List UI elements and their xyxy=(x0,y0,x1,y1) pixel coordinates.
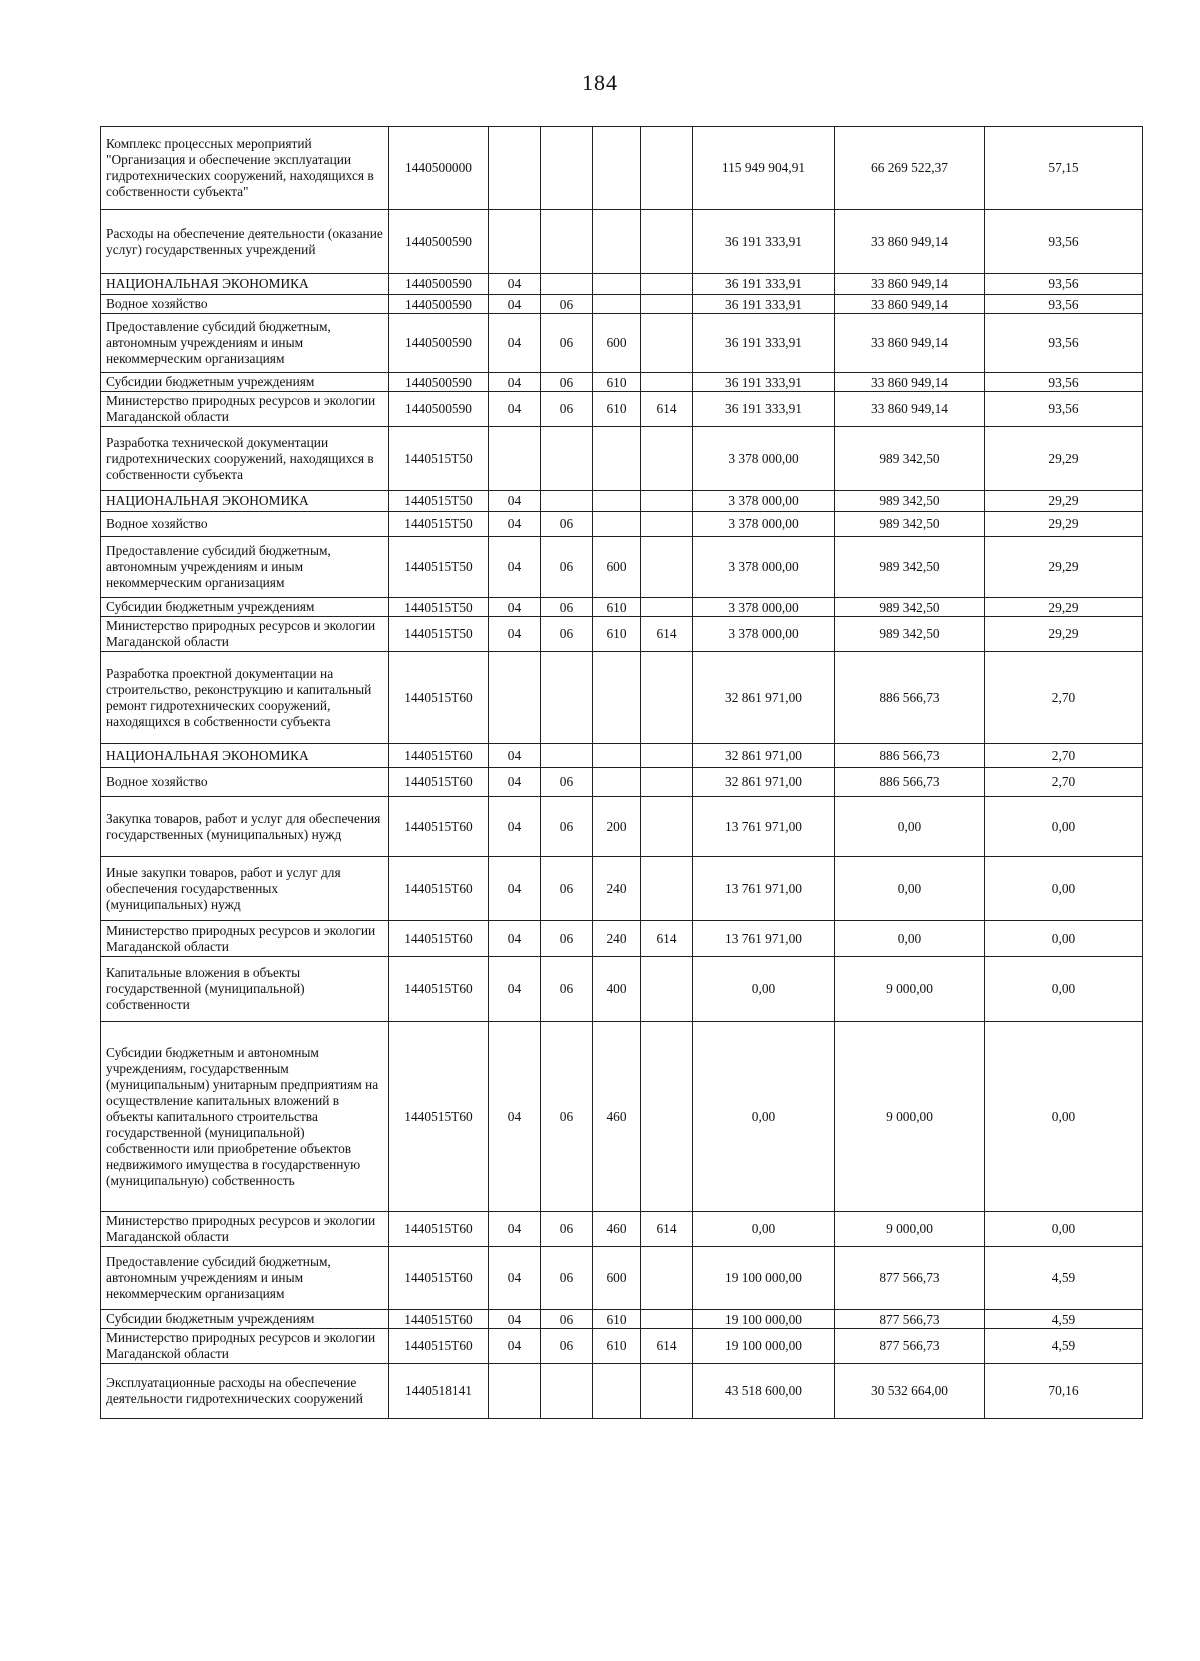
cell-planned-amount: 43 518 600,00 xyxy=(693,1364,835,1419)
cell-actual-amount: 33 860 949,14 xyxy=(835,274,985,295)
cell-subsection xyxy=(541,210,593,274)
cell-actual-amount: 989 342,50 xyxy=(835,512,985,537)
cell-name: Водное хозяйство xyxy=(101,295,389,314)
cell-percent: 0,00 xyxy=(985,1212,1143,1247)
cell-name: Предоставление субсидий бюджетным, автономным учреждениям и иным некоммерческим организациям xyxy=(101,1247,389,1310)
cell-administrator xyxy=(641,1022,693,1212)
cell-subsection: 06 xyxy=(541,314,593,373)
cell-expense-type: 460 xyxy=(593,1022,641,1212)
cell-section: 04 xyxy=(489,617,541,652)
table-row xyxy=(101,210,1143,274)
cell-target-code: 1440515Т50 xyxy=(389,537,489,598)
cell-actual-amount: 877 566,73 xyxy=(835,1329,985,1364)
cell-target-code: 1440515Т60 xyxy=(389,1022,489,1212)
cell-name: Субсидии бюджетным и автономным учреждениям, государственным (муниципальным) унитарным предприятиям на осуществление капитальных вложений в объекты капитального строительства государственной (муниципальной) собственности или приобретение объектов недвижимого имущества в государственную (муниципальную) собственность xyxy=(101,1022,389,1212)
cell-target-code: 1440518141 xyxy=(389,1364,489,1419)
cell-administrator xyxy=(641,957,693,1022)
cell-section: 04 xyxy=(489,1247,541,1310)
cell-actual-amount: 886 566,73 xyxy=(835,768,985,797)
cell-expense-type: 400 xyxy=(593,957,641,1022)
cell-name: Субсидии бюджетным учреждениям xyxy=(101,373,389,392)
cell-section: 04 xyxy=(489,512,541,537)
cell-actual-amount: 33 860 949,14 xyxy=(835,314,985,373)
cell-administrator xyxy=(641,1310,693,1329)
table-row xyxy=(101,957,1143,1022)
cell-target-code: 1440515Т60 xyxy=(389,744,489,768)
cell-target-code: 1440515Т50 xyxy=(389,427,489,491)
cell-subsection: 06 xyxy=(541,1310,593,1329)
cell-planned-amount: 36 191 333,91 xyxy=(693,295,835,314)
table-body xyxy=(101,127,1143,1419)
cell-percent: 2,70 xyxy=(985,744,1143,768)
cell-actual-amount: 886 566,73 xyxy=(835,652,985,744)
cell-planned-amount: 3 378 000,00 xyxy=(693,617,835,652)
cell-actual-amount: 33 860 949,14 xyxy=(835,392,985,427)
cell-name: Капитальные вложения в объекты государственной (муниципальной) собственности xyxy=(101,957,389,1022)
cell-expense-type: 610 xyxy=(593,598,641,617)
cell-administrator xyxy=(641,427,693,491)
cell-name: Разработка проектной документации на строительство, реконструкцию и капитальный ремонт гидротехнических сооружений, находящихся в собственности субъекта xyxy=(101,652,389,744)
cell-target-code: 1440500590 xyxy=(389,314,489,373)
cell-percent: 93,56 xyxy=(985,295,1143,314)
cell-subsection xyxy=(541,274,593,295)
cell-name: Водное хозяйство xyxy=(101,768,389,797)
cell-section: 04 xyxy=(489,274,541,295)
cell-section: 04 xyxy=(489,1212,541,1247)
cell-section xyxy=(489,1364,541,1419)
cell-actual-amount: 30 532 664,00 xyxy=(835,1364,985,1419)
cell-name: Закупка товаров, работ и услуг для обеспечения государственных (муниципальных) нужд xyxy=(101,797,389,857)
cell-percent: 29,29 xyxy=(985,617,1143,652)
cell-administrator: 614 xyxy=(641,921,693,957)
cell-planned-amount: 0,00 xyxy=(693,1212,835,1247)
cell-planned-amount: 32 861 971,00 xyxy=(693,744,835,768)
cell-actual-amount: 877 566,73 xyxy=(835,1247,985,1310)
table-row xyxy=(101,652,1143,744)
cell-target-code: 1440515Т60 xyxy=(389,1247,489,1310)
cell-name: Предоставление субсидий бюджетным, автономным учреждениям и иным некоммерческим организациям xyxy=(101,537,389,598)
cell-planned-amount: 36 191 333,91 xyxy=(693,210,835,274)
cell-percent: 93,56 xyxy=(985,314,1143,373)
cell-actual-amount: 9 000,00 xyxy=(835,1212,985,1247)
cell-subsection: 06 xyxy=(541,295,593,314)
cell-name: НАЦИОНАЛЬНАЯ ЭКОНОМИКА xyxy=(101,274,389,295)
cell-actual-amount: 989 342,50 xyxy=(835,427,985,491)
cell-actual-amount: 989 342,50 xyxy=(835,598,985,617)
cell-administrator xyxy=(641,652,693,744)
cell-section: 04 xyxy=(489,857,541,921)
cell-subsection: 06 xyxy=(541,768,593,797)
cell-administrator xyxy=(641,127,693,210)
table-row xyxy=(101,1329,1143,1364)
cell-percent: 29,29 xyxy=(985,598,1143,617)
cell-expense-type xyxy=(593,744,641,768)
table-row xyxy=(101,512,1143,537)
cell-name: Эксплуатационные расходы на обеспечение деятельности гидротехнических сооружений xyxy=(101,1364,389,1419)
cell-target-code: 1440515Т50 xyxy=(389,512,489,537)
cell-percent: 0,00 xyxy=(985,921,1143,957)
cell-section: 04 xyxy=(489,373,541,392)
table-row xyxy=(101,1364,1143,1419)
cell-expense-type: 610 xyxy=(593,617,641,652)
table-row xyxy=(101,274,1143,295)
cell-percent: 29,29 xyxy=(985,512,1143,537)
cell-expense-type: 600 xyxy=(593,537,641,598)
cell-section xyxy=(489,210,541,274)
table-row xyxy=(101,537,1143,598)
cell-planned-amount: 0,00 xyxy=(693,1022,835,1212)
cell-target-code: 1440515Т60 xyxy=(389,768,489,797)
cell-expense-type: 610 xyxy=(593,1329,641,1364)
cell-subsection xyxy=(541,127,593,210)
cell-target-code: 1440515Т50 xyxy=(389,617,489,652)
table-row xyxy=(101,392,1143,427)
cell-expense-type: 610 xyxy=(593,1310,641,1329)
cell-planned-amount: 13 761 971,00 xyxy=(693,857,835,921)
cell-section: 04 xyxy=(489,1329,541,1364)
cell-planned-amount: 3 378 000,00 xyxy=(693,598,835,617)
cell-subsection: 06 xyxy=(541,1212,593,1247)
cell-target-code: 1440515Т60 xyxy=(389,957,489,1022)
cell-actual-amount: 0,00 xyxy=(835,797,985,857)
cell-subsection xyxy=(541,427,593,491)
cell-target-code: 1440515Т60 xyxy=(389,921,489,957)
cell-name: Субсидии бюджетным учреждениям xyxy=(101,598,389,617)
cell-percent: 4,59 xyxy=(985,1310,1143,1329)
cell-section: 04 xyxy=(489,491,541,512)
cell-target-code: 1440515Т60 xyxy=(389,857,489,921)
cell-subsection xyxy=(541,652,593,744)
cell-actual-amount: 9 000,00 xyxy=(835,957,985,1022)
cell-target-code: 1440500590 xyxy=(389,295,489,314)
cell-expense-type xyxy=(593,427,641,491)
cell-percent: 4,59 xyxy=(985,1247,1143,1310)
cell-percent: 93,56 xyxy=(985,210,1143,274)
table-row xyxy=(101,314,1143,373)
cell-actual-amount: 989 342,50 xyxy=(835,537,985,598)
cell-section: 04 xyxy=(489,957,541,1022)
cell-section: 04 xyxy=(489,1022,541,1212)
cell-percent: 70,16 xyxy=(985,1364,1143,1419)
cell-administrator xyxy=(641,314,693,373)
cell-expense-type xyxy=(593,274,641,295)
cell-planned-amount: 3 378 000,00 xyxy=(693,512,835,537)
cell-target-code: 1440500590 xyxy=(389,210,489,274)
cell-expense-type: 610 xyxy=(593,373,641,392)
cell-subsection: 06 xyxy=(541,857,593,921)
cell-planned-amount: 0,00 xyxy=(693,957,835,1022)
cell-subsection: 06 xyxy=(541,957,593,1022)
cell-name: Разработка технической документации гидротехнических сооружений, находящихся в собственности субъекта xyxy=(101,427,389,491)
cell-section: 04 xyxy=(489,314,541,373)
cell-actual-amount: 33 860 949,14 xyxy=(835,210,985,274)
cell-subsection: 06 xyxy=(541,797,593,857)
cell-target-code: 1440515Т50 xyxy=(389,598,489,617)
cell-actual-amount: 66 269 522,37 xyxy=(835,127,985,210)
cell-section: 04 xyxy=(489,744,541,768)
cell-planned-amount: 3 378 000,00 xyxy=(693,537,835,598)
cell-expense-type xyxy=(593,210,641,274)
cell-subsection: 06 xyxy=(541,1247,593,1310)
table-row xyxy=(101,857,1143,921)
cell-subsection: 06 xyxy=(541,598,593,617)
table-row xyxy=(101,797,1143,857)
cell-name: Расходы на обеспечение деятельности (оказание услуг) государственных учреждений xyxy=(101,210,389,274)
table-row xyxy=(101,744,1143,768)
cell-administrator xyxy=(641,274,693,295)
cell-actual-amount: 0,00 xyxy=(835,921,985,957)
cell-actual-amount: 877 566,73 xyxy=(835,1310,985,1329)
cell-administrator xyxy=(641,857,693,921)
page-number: 184 xyxy=(582,70,618,95)
cell-name: Субсидии бюджетным учреждениям xyxy=(101,1310,389,1329)
cell-planned-amount: 36 191 333,91 xyxy=(693,373,835,392)
cell-percent: 29,29 xyxy=(985,491,1143,512)
cell-section xyxy=(489,652,541,744)
cell-administrator: 614 xyxy=(641,392,693,427)
cell-section xyxy=(489,127,541,210)
table-row xyxy=(101,598,1143,617)
cell-administrator: 614 xyxy=(641,617,693,652)
cell-name: НАЦИОНАЛЬНАЯ ЭКОНОМИКА xyxy=(101,744,389,768)
cell-section: 04 xyxy=(489,598,541,617)
cell-name: Министерство природных ресурсов и экологии Магаданской области xyxy=(101,1212,389,1247)
cell-section: 04 xyxy=(489,392,541,427)
cell-administrator xyxy=(641,210,693,274)
cell-percent: 29,29 xyxy=(985,427,1143,491)
cell-subsection: 06 xyxy=(541,512,593,537)
cell-expense-type xyxy=(593,652,641,744)
cell-target-code: 1440515Т60 xyxy=(389,652,489,744)
table-row xyxy=(101,1310,1143,1329)
cell-actual-amount: 0,00 xyxy=(835,857,985,921)
cell-expense-type: 610 xyxy=(593,392,641,427)
cell-planned-amount: 13 761 971,00 xyxy=(693,797,835,857)
cell-section: 04 xyxy=(489,797,541,857)
cell-target-code: 1440500590 xyxy=(389,274,489,295)
cell-expense-type: 600 xyxy=(593,314,641,373)
cell-expense-type xyxy=(593,295,641,314)
cell-percent: 0,00 xyxy=(985,957,1143,1022)
cell-administrator xyxy=(641,744,693,768)
cell-actual-amount: 9 000,00 xyxy=(835,1022,985,1212)
cell-planned-amount: 36 191 333,91 xyxy=(693,274,835,295)
cell-actual-amount: 989 342,50 xyxy=(835,491,985,512)
cell-percent: 93,56 xyxy=(985,392,1143,427)
cell-actual-amount: 33 860 949,14 xyxy=(835,295,985,314)
table-row xyxy=(101,127,1143,210)
cell-target-code: 1440500590 xyxy=(389,373,489,392)
cell-planned-amount: 32 861 971,00 xyxy=(693,652,835,744)
cell-administrator xyxy=(641,768,693,797)
table-row xyxy=(101,1022,1143,1212)
cell-percent: 0,00 xyxy=(985,857,1143,921)
cell-subsection: 06 xyxy=(541,617,593,652)
table-row xyxy=(101,768,1143,797)
cell-administrator xyxy=(641,1364,693,1419)
cell-administrator: 614 xyxy=(641,1212,693,1247)
cell-target-code: 1440515Т50 xyxy=(389,491,489,512)
cell-name: Министерство природных ресурсов и экологии Магаданской области xyxy=(101,392,389,427)
cell-expense-type: 240 xyxy=(593,857,641,921)
table-row xyxy=(101,491,1143,512)
cell-section: 04 xyxy=(489,921,541,957)
cell-planned-amount: 19 100 000,00 xyxy=(693,1310,835,1329)
cell-expense-type xyxy=(593,768,641,797)
cell-name: НАЦИОНАЛЬНАЯ ЭКОНОМИКА xyxy=(101,491,389,512)
cell-planned-amount: 36 191 333,91 xyxy=(693,314,835,373)
cell-name: Иные закупки товаров, работ и услуг для обеспечения государственных (муниципальных) нужд xyxy=(101,857,389,921)
table-row xyxy=(101,295,1143,314)
cell-planned-amount: 115 949 904,91 xyxy=(693,127,835,210)
cell-percent: 0,00 xyxy=(985,797,1143,857)
cell-expense-type xyxy=(593,1364,641,1419)
cell-section: 04 xyxy=(489,537,541,598)
cell-percent: 93,56 xyxy=(985,373,1143,392)
cell-percent: 29,29 xyxy=(985,537,1143,598)
cell-expense-type: 600 xyxy=(593,1247,641,1310)
table-row xyxy=(101,427,1143,491)
cell-target-code: 1440515Т60 xyxy=(389,797,489,857)
cell-section: 04 xyxy=(489,295,541,314)
cell-expense-type: 200 xyxy=(593,797,641,857)
budget-table xyxy=(100,126,1143,1419)
cell-name: Предоставление субсидий бюджетным, автономным учреждениям и иным некоммерческим организациям xyxy=(101,314,389,373)
cell-target-code: 1440500000 xyxy=(389,127,489,210)
cell-administrator xyxy=(641,598,693,617)
cell-percent: 2,70 xyxy=(985,652,1143,744)
cell-percent: 4,59 xyxy=(985,1329,1143,1364)
cell-administrator xyxy=(641,491,693,512)
cell-subsection: 06 xyxy=(541,537,593,598)
cell-expense-type: 460 xyxy=(593,1212,641,1247)
cell-subsection: 06 xyxy=(541,1022,593,1212)
cell-target-code: 1440500590 xyxy=(389,392,489,427)
cell-target-code: 1440515Т60 xyxy=(389,1329,489,1364)
table-row xyxy=(101,1247,1143,1310)
cell-planned-amount: 32 861 971,00 xyxy=(693,768,835,797)
cell-subsection: 06 xyxy=(541,392,593,427)
cell-expense-type xyxy=(593,127,641,210)
table-row xyxy=(101,373,1143,392)
cell-expense-type xyxy=(593,512,641,537)
cell-planned-amount: 13 761 971,00 xyxy=(693,921,835,957)
cell-subsection: 06 xyxy=(541,1329,593,1364)
cell-planned-amount: 36 191 333,91 xyxy=(693,392,835,427)
cell-section xyxy=(489,427,541,491)
cell-planned-amount: 3 378 000,00 xyxy=(693,427,835,491)
cell-percent: 57,15 xyxy=(985,127,1143,210)
table-row xyxy=(101,1212,1143,1247)
cell-administrator xyxy=(641,295,693,314)
cell-expense-type: 240 xyxy=(593,921,641,957)
cell-administrator xyxy=(641,797,693,857)
cell-administrator: 614 xyxy=(641,1329,693,1364)
cell-name: Министерство природных ресурсов и экологии Магаданской области xyxy=(101,1329,389,1364)
cell-actual-amount: 33 860 949,14 xyxy=(835,373,985,392)
cell-percent: 2,70 xyxy=(985,768,1143,797)
cell-name: Комплекс процессных мероприятий "Организация и обеспечение эксплуатации гидротехнических сооружений, находящихся в собственности субъекта" xyxy=(101,127,389,210)
cell-target-code: 1440515Т60 xyxy=(389,1212,489,1247)
cell-percent: 93,56 xyxy=(985,274,1143,295)
cell-expense-type xyxy=(593,491,641,512)
cell-subsection xyxy=(541,491,593,512)
cell-subsection: 06 xyxy=(541,921,593,957)
cell-percent: 0,00 xyxy=(985,1022,1143,1212)
cell-section: 04 xyxy=(489,768,541,797)
cell-subsection xyxy=(541,1364,593,1419)
cell-planned-amount: 19 100 000,00 xyxy=(693,1247,835,1310)
cell-section: 04 xyxy=(489,1310,541,1329)
table-row xyxy=(101,921,1143,957)
cell-subsection: 06 xyxy=(541,373,593,392)
cell-actual-amount: 886 566,73 xyxy=(835,744,985,768)
cell-administrator xyxy=(641,1247,693,1310)
cell-administrator xyxy=(641,537,693,598)
cell-planned-amount: 3 378 000,00 xyxy=(693,491,835,512)
cell-name: Водное хозяйство xyxy=(101,512,389,537)
cell-name: Министерство природных ресурсов и экологии Магаданской области xyxy=(101,617,389,652)
cell-subsection xyxy=(541,744,593,768)
cell-target-code: 1440515Т60 xyxy=(389,1310,489,1329)
cell-administrator xyxy=(641,512,693,537)
cell-administrator xyxy=(641,373,693,392)
cell-name: Министерство природных ресурсов и экологии Магаданской области xyxy=(101,921,389,957)
cell-planned-amount: 19 100 000,00 xyxy=(693,1329,835,1364)
cell-actual-amount: 989 342,50 xyxy=(835,617,985,652)
table-row xyxy=(101,617,1143,652)
